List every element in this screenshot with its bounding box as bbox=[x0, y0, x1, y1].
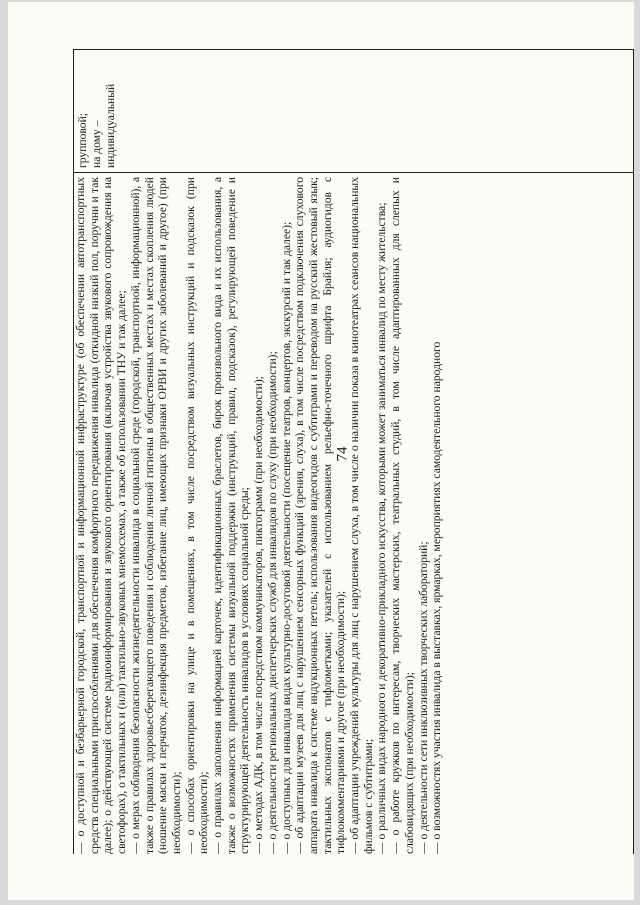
services-list bbox=[74, 173, 444, 854]
list-item: — о возможностях участия инвалида в выставках, ярмарках, мероприятиях самодеятельного народного bbox=[430, 341, 444, 854]
list-item: — о деятельности региональных диспетчерских служб для инвалидов по слуху (при необходимости); bbox=[265, 351, 279, 854]
list-item: — о доступных для инвалида видах культурно-досуговой деятельности (посещение театров, концертов, экскурсий и так далее); bbox=[279, 221, 293, 854]
page-number: 74 bbox=[334, 446, 351, 462]
list-item: — о правилах заполнения информацией карточек, идентификационных браслетов, бирок произвольного вида и их использования, а также о возможностях применения системы визуальной поддержки (инструкций, правил, подсказок), регулирующей поведение и структурирующей деятельность инвалидов в условиях социальной среды; bbox=[211, 177, 252, 854]
form-individual-label: индивидуальный bbox=[104, 83, 118, 168]
list-item: — о доступной и безбарьерной городской, транспортной и информационной инфраструктуре (об обеспечении автотранспортных средств специальными приспособлениями для обеспечения комфортного передвижения инвалида (откидной низкий пол, поручни и так далее); о действующей системе радиоинформирования и звукового ориентирования (включая устройства звукового сопровождения на светофорах), о тактильных и (или) тактильно-звуковых мнемосхемах, а также об использовании ТНУ и так далее; bbox=[74, 177, 129, 854]
list-item: — о способах ориентировки на улице и в помещениях, в том числе посредством визуальных инструкций и подсказок (при необходимости); bbox=[183, 177, 211, 854]
list-item: — о деятельности сети инклюзивных творческих лабораторий; bbox=[416, 541, 430, 854]
document-page bbox=[8, 2, 634, 900]
list-item: — об адаптации музеев для лиц с нарушением сенсорных функций (зрения, слуха), в том числе посредством подключения слухового аппарата инвалида к системе индукционных петель; использования видеогидов с субтитрами и переводом на русский жестовый язык; тактильных экспонатов с тифлометками; указателей с использованием рельефно-точечного шрифта Брайля; аудиогидов с тифлокомментариями и другое (при необходимости); bbox=[293, 177, 348, 854]
rotated-table-content bbox=[73, 49, 634, 854]
table-body bbox=[73, 49, 634, 854]
services-description-cell bbox=[74, 172, 634, 854]
services-table bbox=[73, 49, 634, 854]
form-home-label: на дому – bbox=[90, 120, 104, 168]
list-item: — о работе кружков по интересам, творческих мастерских, театральных студий, в том числе адаптированных для слепых и слабовидящих (при необходимости); bbox=[389, 177, 416, 854]
list-item: — о различных видах народного и декоративно-прикладного искусства, которыми может заниматься инвалид по месту жительства; bbox=[375, 202, 389, 854]
list-item: — о мерах соблюдения безопасности жизнедеятельности инвалида в социальной среде (городской, транспортной, информационной), а также о правилах здоровьесберегающего поведения и соблюдения личной гигиены в общественных местах и местах скопления людей (ношение маски и перчаток, дезинфекция предметов, избегание лиц, имеющих признаки ОРВИ и других заболеваний и другое) (при необходимости); bbox=[128, 177, 183, 854]
form-group-label: групповой; bbox=[76, 112, 89, 168]
list-item: — об адаптации учреждений культуры для лиц с нарушением слуха, в том числе о наличии показа в кинотеатрах сеансов национальных фильмов с субтитрами; bbox=[348, 177, 375, 854]
service-form-cell bbox=[74, 49, 634, 172]
list-item: — о методах АДК, в том числе посредством коммуникаторов, пиктограмм (при необходимости); bbox=[252, 376, 266, 854]
